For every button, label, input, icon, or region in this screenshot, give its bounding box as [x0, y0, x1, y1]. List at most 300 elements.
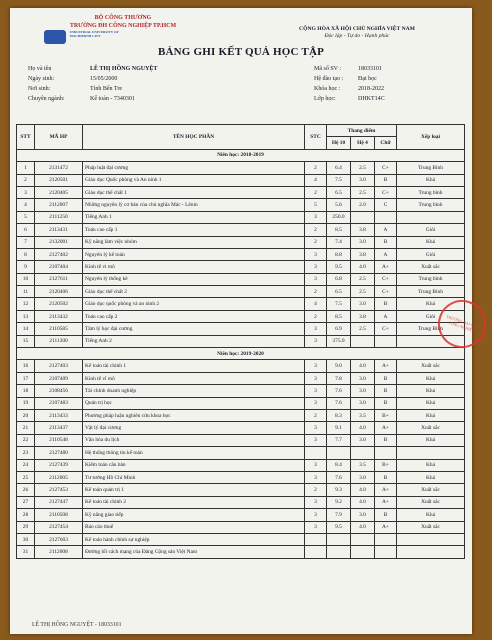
row-stt: 5 [17, 211, 35, 223]
row-course-name: Giáo dục Quốc phòng và An ninh 1 [83, 174, 305, 186]
row-score-10: 7.6 [327, 385, 351, 397]
row-rank [397, 546, 465, 558]
row-score-10: 250.0 [327, 211, 351, 223]
row-stt: 14 [17, 323, 35, 335]
row-score-10: 9.3 [327, 484, 351, 496]
level-value: Đại học [358, 76, 377, 82]
row-credits: 3 [305, 509, 327, 521]
row-rank: Khá [397, 236, 465, 248]
row-code: 2110548 [35, 434, 83, 446]
row-letter: A [375, 224, 397, 236]
row-code: 2111300 [35, 335, 83, 347]
row-letter: A+ [375, 484, 397, 496]
row-credits: 3 [305, 273, 327, 285]
motto: Độc lập - Tự do - Hạnh phúc [324, 33, 390, 39]
row-score-10: 375.0 [327, 335, 351, 347]
row-credits: 3 [305, 459, 327, 471]
row-rank: Khá [397, 397, 465, 409]
table-row [17, 422, 465, 434]
row-score-4: 3.5 [351, 409, 375, 421]
course-label: Khóa học : [314, 86, 341, 92]
ministry-name: BỘ CÔNG THƯƠNG [94, 15, 152, 21]
table-row [17, 385, 465, 397]
row-code: 2112008 [35, 546, 83, 558]
table-row [17, 484, 465, 496]
row-code: 2110585 [35, 323, 83, 335]
row-course-name: Tâm lý học đại cương [83, 323, 305, 335]
row-score-4: 2.5 [351, 186, 375, 198]
row-code: 2113432 [35, 310, 83, 322]
row-score-4: 3.0 [351, 372, 375, 384]
table-row [17, 199, 465, 211]
row-stt: 15 [17, 335, 35, 347]
row-stt: 26 [17, 484, 35, 496]
row-code: 2112007 [35, 199, 83, 211]
header-code: MÃ HP [35, 125, 83, 150]
row-stt: 4 [17, 199, 35, 211]
row-credits [305, 447, 327, 459]
table-row [17, 372, 465, 384]
row-credits: 2 [305, 162, 327, 174]
row-score-4: 4.0 [351, 261, 375, 273]
row-credits: 3 [305, 434, 327, 446]
row-stt: 22 [17, 434, 35, 446]
table-row [17, 521, 465, 533]
table-row [17, 360, 465, 372]
table-row [17, 471, 465, 483]
header-letter: Chữ [375, 137, 397, 149]
table-row [17, 174, 465, 186]
row-code: 2120405 [35, 186, 83, 198]
row-rank: Trung Bình [397, 162, 465, 174]
row-stt: 10 [17, 273, 35, 285]
row-score-4: 4.0 [351, 484, 375, 496]
row-credits: 5 [305, 199, 327, 211]
row-rank: Khá [397, 509, 465, 521]
row-score-4: 2.5 [351, 162, 375, 174]
header-rank: Xếp loại [397, 125, 465, 150]
header-h10: Hệ 10 [327, 137, 351, 149]
row-score-10: 8.8 [327, 248, 351, 260]
row-course-name: Kế toán hành chính sự nghiệp [83, 533, 305, 545]
row-stt: 20 [17, 409, 35, 421]
row-letter: B [375, 471, 397, 483]
row-rank: Xuất sắc [397, 484, 465, 496]
row-stt: 3 [17, 186, 35, 198]
row-code: 2131472 [35, 162, 83, 174]
row-stt: 17 [17, 372, 35, 384]
row-rank: Xuất sắc [397, 360, 465, 372]
id-value: 18033101 [358, 66, 382, 72]
row-credits: 3 [305, 248, 327, 260]
row-letter: C [375, 199, 397, 211]
school-logo-icon [44, 30, 66, 44]
row-course-name: Pháp luật đại cương [83, 162, 305, 174]
row-score-10: 7.9 [327, 509, 351, 521]
row-course-name: Kế toán tài chính 1 [83, 360, 305, 372]
row-score-4: 3.0 [351, 471, 375, 483]
row-score-4: 4.0 [351, 360, 375, 372]
row-credits: 3 [305, 397, 327, 409]
table-row [17, 261, 465, 273]
row-stt: 28 [17, 509, 35, 521]
page-title: BẢNG GHI KẾT QUẢ HỌC TẬP [157, 46, 325, 58]
row-course-name: Quản trị học [83, 397, 305, 409]
row-stt: 23 [17, 447, 35, 459]
row-score-10: 7.7 [327, 434, 351, 446]
year-row [17, 149, 465, 161]
row-score-4: 3.0 [351, 236, 375, 248]
row-letter [375, 211, 397, 223]
row-score-10: 6.8 [327, 273, 351, 285]
row-code: 2127480 [35, 447, 83, 459]
table-row [17, 224, 465, 236]
dob-value: 15/05/2000 [90, 76, 118, 82]
row-code: 2127447 [35, 496, 83, 508]
header-stt: STT [17, 125, 35, 150]
row-score-10 [327, 447, 351, 459]
row-code: 2120502 [35, 298, 83, 310]
row-score-10: 7.6 [327, 397, 351, 409]
row-score-4: 2.5 [351, 286, 375, 298]
row-course-name: Kỹ năng giao tiếp [83, 509, 305, 521]
table-row [17, 447, 465, 459]
row-rank: Trung bình [397, 273, 465, 285]
row-score-10: 6.5 [327, 286, 351, 298]
row-course-name: Giáo dục quốc phòng và an ninh 2 [83, 298, 305, 310]
school-name: TRƯỜNG ĐH CÔNG NGHIỆP TP.HCM [69, 23, 177, 29]
row-code: 2107404 [35, 261, 83, 273]
row-score-10: 7.8 [327, 372, 351, 384]
row-rank: Giỏi [397, 224, 465, 236]
row-score-10: 6.5 [327, 186, 351, 198]
row-course-name: Tài chính doanh nghiệp [83, 385, 305, 397]
row-letter: A [375, 248, 397, 260]
course-value: 2018-2022 [358, 86, 384, 92]
row-credits: 2 [305, 224, 327, 236]
row-score-4 [351, 211, 375, 223]
table-row [17, 496, 465, 508]
school-stamp: TRƯỜNG ĐẠI HỌC CÔNG NGHIỆP [432, 294, 492, 354]
class-label: Lớp học: [314, 96, 336, 102]
republic-name: CỘNG HÒA XÃ HỘI CHỦ NGHĨA VIỆT NAM [299, 26, 415, 32]
row-stt: 9 [17, 261, 35, 273]
row-code: 2111250 [35, 211, 83, 223]
row-score-10: 8.5 [327, 224, 351, 236]
row-code: 2108456 [35, 385, 83, 397]
birthplace-label: Nơi sinh: [28, 86, 51, 92]
republic-header [262, 26, 452, 40]
table-row [17, 248, 465, 260]
row-score-10: 7.5 [327, 298, 351, 310]
row-credits: 2 [305, 409, 327, 421]
row-stt: 1 [17, 162, 35, 174]
row-rank: Xuất sắc [397, 496, 465, 508]
row-credits: 3 [305, 521, 327, 533]
table-row [17, 186, 465, 198]
row-score-10: 7.6 [327, 471, 351, 483]
row-credits: 2 [305, 286, 327, 298]
row-rank: Khá [397, 459, 465, 471]
row-score-4: 3.0 [351, 174, 375, 186]
table-row [17, 298, 465, 310]
row-rank: Trung bình [397, 186, 465, 198]
header-scale: Thang điểm [327, 125, 397, 137]
row-credits: 3 [305, 372, 327, 384]
row-score-4: 3.0 [351, 434, 375, 446]
year-label: Niên học: 2018-2019 [17, 149, 465, 161]
row-score-10: 9.1 [327, 422, 351, 434]
row-letter: C+ [375, 286, 397, 298]
row-score-10: 6.4 [327, 162, 351, 174]
transcript-paper [10, 8, 480, 634]
logo-text: INDUSTRIAL UNIVERSITY OF HOCHIMINH CITY [70, 30, 119, 38]
row-score-10: 9.5 [327, 521, 351, 533]
row-score-4: 3.5 [351, 459, 375, 471]
row-stt: 12 [17, 298, 35, 310]
row-credits: 4 [305, 298, 327, 310]
row-credits: 3 [305, 385, 327, 397]
table-row [17, 211, 465, 223]
row-code: 2110508 [35, 509, 83, 521]
row-rank [397, 533, 465, 545]
row-rank: Giỏi [397, 248, 465, 260]
table-row [17, 459, 465, 471]
row-rank: Xuất sắc [397, 261, 465, 273]
table-row [17, 335, 465, 347]
row-course-name: Kế toán tài chính 2 [83, 496, 305, 508]
row-score-4 [351, 546, 375, 558]
row-score-10: 7.5 [327, 174, 351, 186]
row-course-name: Giáo dục thể chất 2 [83, 286, 305, 298]
table-row [17, 533, 465, 545]
row-score-4: 2.0 [351, 199, 375, 211]
row-letter: A+ [375, 261, 397, 273]
row-letter [375, 533, 397, 545]
row-rank: Khá [397, 174, 465, 186]
row-stt: 21 [17, 422, 35, 434]
row-credits: 3 [305, 335, 327, 347]
row-stt: 16 [17, 360, 35, 372]
row-code: 2127611 [35, 273, 83, 285]
row-course-name: Văn hóa du lịch [83, 434, 305, 446]
row-score-10: 9.2 [327, 496, 351, 508]
year-row [17, 348, 465, 360]
table-row [17, 434, 465, 446]
row-code: 2107483 [35, 397, 83, 409]
row-course-name: Đường lối cách mạng của Đảng Cộng sản Việt Nam [83, 546, 305, 558]
row-credits: 2 [305, 310, 327, 322]
header-credits: STC [305, 125, 327, 150]
table-row [17, 546, 465, 558]
grades-table [16, 124, 465, 559]
table-row [17, 236, 465, 248]
row-credits: 3 [305, 211, 327, 223]
row-score-10: 8.4 [327, 459, 351, 471]
row-score-10: 8.5 [327, 310, 351, 322]
row-letter: A+ [375, 422, 397, 434]
row-rank: Khá [397, 385, 465, 397]
row-credits: 2 [305, 484, 327, 496]
row-letter [375, 335, 397, 347]
table-row [17, 162, 465, 174]
row-rank: Trung Bình [397, 323, 465, 335]
table-row [17, 323, 465, 335]
row-course-name: Kế toán quản trị 1 [83, 484, 305, 496]
row-stt: 11 [17, 286, 35, 298]
row-stt: 29 [17, 521, 35, 533]
row-letter: A+ [375, 360, 397, 372]
name-label: Họ và tên [28, 66, 52, 72]
row-stt: 30 [17, 533, 35, 545]
row-stt: 19 [17, 397, 35, 409]
row-score-10 [327, 546, 351, 558]
row-letter: C+ [375, 323, 397, 335]
row-score-4: 4.0 [351, 422, 375, 434]
row-code: 2132001 [35, 236, 83, 248]
dob-label: Ngày sinh: [28, 76, 55, 82]
row-score-4 [351, 447, 375, 459]
major-value: Kế toán - 7340301 [90, 96, 135, 102]
row-course-name: Tiếng Anh 2 [83, 335, 305, 347]
row-letter: B [375, 298, 397, 310]
row-score-10: 5.6 [327, 199, 351, 211]
row-stt: 27 [17, 496, 35, 508]
row-course-name: Hệ thống thông tin kế toán [83, 447, 305, 459]
row-code: 2127454 [35, 521, 83, 533]
row-letter: B+ [375, 409, 397, 421]
row-stt: 24 [17, 459, 35, 471]
row-stt: 13 [17, 310, 35, 322]
row-score-10: 9.5 [327, 261, 351, 273]
row-score-4: 3.0 [351, 385, 375, 397]
row-course-name: Toán cao cấp 1 [83, 224, 305, 236]
row-rank: Khá [397, 409, 465, 421]
row-rank [397, 211, 465, 223]
row-course-name: Nguyên lý kế toán [83, 248, 305, 260]
row-letter: A+ [375, 521, 397, 533]
row-credits [305, 546, 327, 558]
row-stt: 6 [17, 224, 35, 236]
row-credits [305, 533, 327, 545]
row-rank: Xuất sắc [397, 422, 465, 434]
row-rank: Xuất sắc [397, 521, 465, 533]
row-stt: 18 [17, 385, 35, 397]
header-h4: Hệ 4 [351, 137, 375, 149]
row-code: 2127453 [35, 484, 83, 496]
row-course-name: Kiểm toán căn bản [83, 459, 305, 471]
row-course-name: Kỹ năng làm việc nhóm [83, 236, 305, 248]
row-letter: A+ [375, 496, 397, 508]
header-name: TÊN HỌC PHẦN [83, 125, 305, 150]
row-score-4: 2.5 [351, 273, 375, 285]
row-course-name: Báo cáo thuế [83, 521, 305, 533]
row-course-name: Tiếng Anh 1 [83, 211, 305, 223]
row-letter: B [375, 372, 397, 384]
table-row [17, 310, 465, 322]
row-course-name: Kinh tế vĩ mô [83, 372, 305, 384]
student-info-right [314, 64, 464, 104]
row-score-4: 3.0 [351, 397, 375, 409]
row-rank: Trung Bình [397, 286, 465, 298]
row-course-name: Kinh tế vi mô [83, 261, 305, 273]
row-course-name: Những nguyên lý cơ bản của chủ nghĩa Mác - Lênin [83, 199, 305, 211]
row-score-4: 3.0 [351, 509, 375, 521]
level-label: Hệ đào tạo : [314, 76, 344, 82]
row-credits: 3 [305, 471, 327, 483]
row-letter: B+ [375, 459, 397, 471]
year-label: Niên học: 2019-2020 [17, 348, 465, 360]
row-credits: 3 [305, 360, 327, 372]
row-score-4 [351, 533, 375, 545]
row-letter: C+ [375, 273, 397, 285]
row-code: 2120406 [35, 286, 83, 298]
row-score-4: 3.0 [351, 298, 375, 310]
row-course-name: Tư tưởng Hồ Chí Minh [83, 471, 305, 483]
student-info-left [28, 64, 288, 104]
birthplace-value: Tỉnh Bến Tre [90, 86, 123, 92]
row-stt: 2 [17, 174, 35, 186]
row-stt: 7 [17, 236, 35, 248]
row-letter: B [375, 397, 397, 409]
row-course-name: Nguyên lý thống kê [83, 273, 305, 285]
row-letter: C+ [375, 162, 397, 174]
row-score-4: 3.8 [351, 310, 375, 322]
row-code: 2127402 [35, 248, 83, 260]
row-code: 2127403 [35, 360, 83, 372]
class-value: DHKT14C [358, 96, 385, 102]
table-row [17, 509, 465, 521]
row-score-4 [351, 335, 375, 347]
table-row [17, 397, 465, 409]
school-header [38, 14, 208, 30]
row-rank: Khá [397, 471, 465, 483]
row-course-name: Phương pháp luận nghiên cứu khoa học [83, 409, 305, 421]
row-code: 2127439 [35, 459, 83, 471]
row-score-10: 9.0 [327, 360, 351, 372]
row-score-4: 4.0 [351, 496, 375, 508]
row-rank: Khá [397, 298, 465, 310]
row-course-name: Giáo dục thể chất 1 [83, 186, 305, 198]
row-credits: 4 [305, 174, 327, 186]
row-score-4: 3.8 [351, 224, 375, 236]
row-rank: Trung bình [397, 199, 465, 211]
row-letter: B [375, 236, 397, 248]
row-score-10 [327, 533, 351, 545]
row-letter: B [375, 174, 397, 186]
row-code: 2112005 [35, 471, 83, 483]
row-score-10: 6.9 [327, 323, 351, 335]
student-name: LÊ THỊ HỒNG NGUYỆT [90, 66, 158, 72]
row-rank: Giỏi [397, 310, 465, 322]
row-code: 2127603 [35, 533, 83, 545]
row-stt: 8 [17, 248, 35, 260]
row-letter: C+ [375, 186, 397, 198]
row-code: 2107409 [35, 372, 83, 384]
major-label: Chuyên ngành: [28, 96, 65, 102]
row-score-4: 3.8 [351, 248, 375, 260]
row-course-name: Toán cao cấp 2 [83, 310, 305, 322]
footer-student: LÊ THỊ HỒNG NGUYỆT - 18033101 [32, 622, 122, 628]
row-credits: 2 [305, 186, 327, 198]
row-letter [375, 447, 397, 459]
row-stt: 31 [17, 546, 35, 558]
table-row [17, 409, 465, 421]
row-letter: B [375, 385, 397, 397]
row-rank: Khá [397, 434, 465, 446]
row-credits: 3 [305, 323, 327, 335]
row-credits: 2 [305, 236, 327, 248]
